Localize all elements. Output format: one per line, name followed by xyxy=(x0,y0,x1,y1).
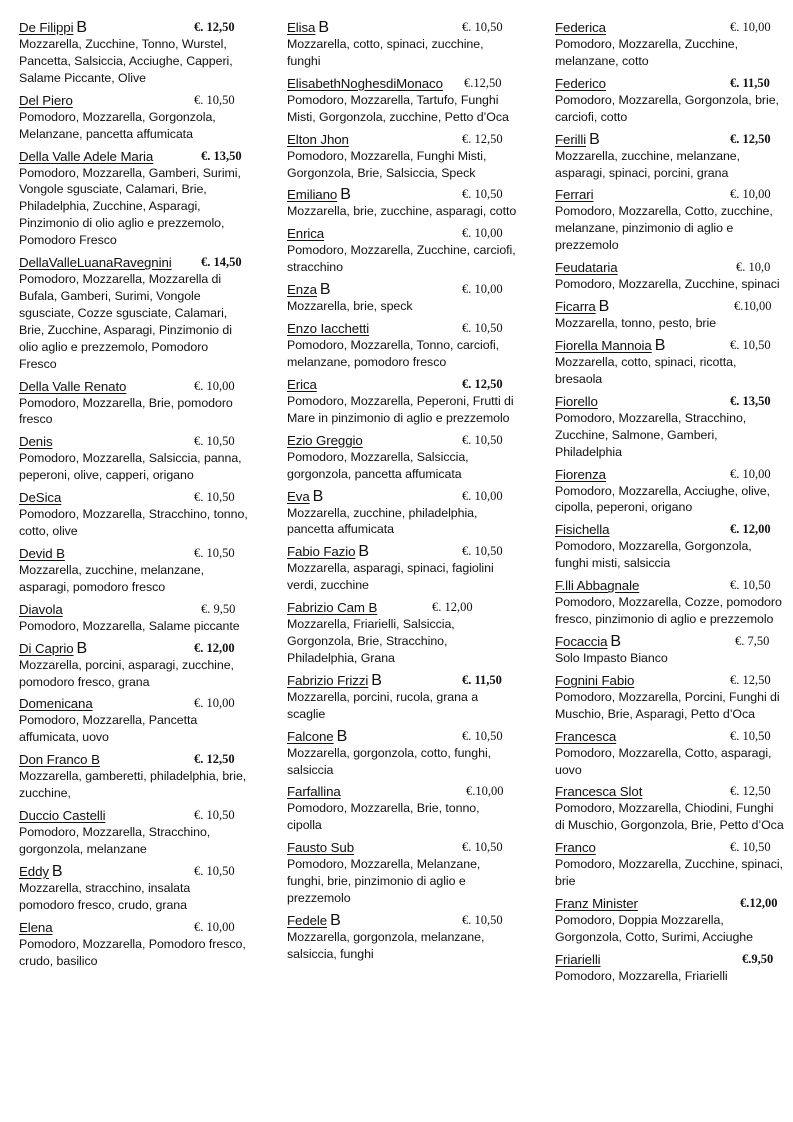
pizza-price: €. 10,50 xyxy=(462,913,503,927)
menu-item xyxy=(19,545,249,596)
pizza-name: Ficarra xyxy=(555,299,596,315)
pizza-price: €. 13,50 xyxy=(201,148,242,163)
menu-column-1 xyxy=(19,19,249,975)
pizza-ingredients: Pomodoro, Mozzarella, Acciughe, olive, cipolla, peperoni, origano xyxy=(555,483,771,515)
pizza-price: €. 10,00 xyxy=(730,20,771,34)
pizza-ingredients: Pomodoro, Mozzarella, Porcini, Funghi di Muschio, Brie, Asparagi, Petto d’Oca xyxy=(555,689,780,721)
menu-item xyxy=(555,577,785,628)
pizza-price: €. 12,50 xyxy=(462,131,503,146)
menu-item xyxy=(19,751,249,802)
pizza-name: Duccio Castelli xyxy=(19,808,106,824)
menu-item xyxy=(555,521,785,572)
menu-item-header xyxy=(287,432,517,449)
menu-item xyxy=(287,432,517,483)
pizza-name: Ferilli xyxy=(555,131,587,147)
pizza-name: Fabrizio Cam B xyxy=(287,600,378,616)
pizza-ingredients: Mozzarella, brie, zucchine, asparagi, cotto xyxy=(287,204,517,219)
menu-item xyxy=(19,489,249,540)
pizza-price: €. 10,00 xyxy=(462,226,503,241)
menu-item xyxy=(287,912,517,963)
pizza-price: €. 10,50 xyxy=(730,578,771,593)
pizza-ingredients: Pomodoro, Mozzarella, Stracchino, Zucchine, Salmone, Gamberi, Philadelphia xyxy=(555,410,747,459)
pizza-name: DeSica xyxy=(19,490,62,506)
pizza-price: €.9,50 xyxy=(742,951,774,966)
pizza-ingredients: Mozzarella, asparagi, spinaci, fagiolini verdi, zucchine xyxy=(287,561,494,593)
pizza-name: Eva xyxy=(287,488,310,504)
pizza-name: Focaccia xyxy=(555,633,608,649)
pizza-price: €. 10,50 xyxy=(194,808,235,823)
menu-item-header xyxy=(287,912,517,929)
pizza-name: Federico xyxy=(555,75,606,91)
pizza-ingredients: Mozzarella, gorgonzola, cotto, funghi, salsiccia xyxy=(287,745,492,777)
menu-item-header xyxy=(287,75,517,92)
pizza-tag: B xyxy=(371,671,382,689)
menu-item xyxy=(19,378,249,429)
pizza-name: Diavola xyxy=(19,601,63,617)
pizza-ingredients: Pomodoro, Mozzarella, Stracchino, tonno, cotto, olive xyxy=(19,507,248,539)
pizza-price: €. 11,50 xyxy=(462,672,502,687)
menu-item-header xyxy=(287,131,517,148)
pizza-ingredients: Mozzarella, zucchine, melanzane, asparagi, pomodoro fresco xyxy=(19,562,205,594)
pizza-name: Emiliano xyxy=(287,187,338,203)
pizza-price: €. 12,50 xyxy=(462,376,503,391)
pizza-name: F.lli Abbagnale xyxy=(555,578,640,594)
menu-item-header xyxy=(287,543,517,560)
menu-item xyxy=(19,919,249,970)
pizza-price: €. 12,50 xyxy=(194,20,235,34)
menu-item xyxy=(19,863,249,914)
menu-item-header xyxy=(19,433,249,450)
menu-item-header xyxy=(555,75,785,92)
menu-column-3 xyxy=(555,19,785,990)
pizza-ingredients: Mozzarella, cotto, spinaci, zucchine, funghi xyxy=(287,37,484,68)
pizza-price: €. 10,50 xyxy=(730,337,771,352)
pizza-name: Enzo Iacchetti xyxy=(287,321,370,337)
pizza-price: €. 10,00 xyxy=(194,919,235,934)
menu-item xyxy=(555,259,785,293)
pizza-name: Falcone xyxy=(287,728,334,744)
pizza-name: Ezio Greggio xyxy=(287,432,363,448)
pizza-ingredients: Pomodoro, Mozzarella, Zucchine, spinaci, brie xyxy=(555,857,784,889)
menu-item xyxy=(555,633,785,667)
pizza-price: €. 12,00 xyxy=(730,522,771,537)
menu-item-header xyxy=(287,320,517,337)
pizza-ingredients: Pomodoro, Mozzarella, Friarielli xyxy=(555,968,728,983)
pizza-name: Friarielli xyxy=(555,951,601,967)
pizza-tag: B xyxy=(51,862,63,880)
menu-item xyxy=(555,393,785,461)
menu-item-header xyxy=(287,376,517,393)
pizza-ingredients: Pomodoro, Mozzarella, Brie, pomodoro fresco xyxy=(19,395,233,427)
menu-item xyxy=(19,695,249,746)
pizza-ingredients: Mozzarella, gorgonzola, melanzane, salsiccia, funghi xyxy=(287,930,485,961)
menu-item xyxy=(555,728,785,779)
pizza-name: Fisichella xyxy=(555,522,610,538)
menu-item xyxy=(555,839,785,890)
pizza-ingredients: Mozzarella, gamberetti, philadelphia, brie, zucchine, xyxy=(19,769,247,801)
menu-item xyxy=(555,75,785,126)
menu-item-header xyxy=(555,521,785,538)
menu-item-header xyxy=(287,488,517,505)
pizza-ingredients: Pomodoro, Mozzarella, Salsiccia, gorgonzola, pancetta affumicata xyxy=(287,449,469,481)
pizza-name: Enrica xyxy=(287,226,325,242)
pizza-name: Domenicana xyxy=(19,696,93,712)
pizza-tag: B xyxy=(318,19,329,36)
pizza-ingredients: Mozzarella, tonno, pesto, brie xyxy=(555,316,717,331)
menu-item xyxy=(555,131,785,182)
pizza-price: €. 12,50 xyxy=(730,784,771,799)
pizza-ingredients: Pomodoro, Mozzarella, Salame piccante xyxy=(19,618,240,633)
menu-item xyxy=(19,19,249,87)
pizza-price: €. 10,50 xyxy=(462,187,503,202)
menu-item xyxy=(287,783,517,834)
pizza-price: €. 10,00 xyxy=(730,466,771,481)
menu-item-header xyxy=(555,895,785,912)
menu-item-header xyxy=(19,601,249,618)
pizza-ingredients: Pomodoro, Mozzarella, Salsiccia, panna, peperoni, olive, capperi, origano xyxy=(19,451,242,483)
pizza-name: Elena xyxy=(19,919,53,935)
pizza-ingredients: Pomodoro, Mozzarella, Gorgonzola, brie, carciofi, cotto xyxy=(555,92,779,124)
pizza-ingredients: Mozzarella, brie, speck xyxy=(287,299,413,314)
pizza-ingredients: Pomodoro, Mozzarella, Cozze, pomodoro fresco, pinzimonio di aglio e prezzemolo xyxy=(555,595,782,627)
pizza-name: Fiorenza xyxy=(555,466,606,482)
pizza-price: €. 13,50 xyxy=(730,393,771,408)
pizza-price: €. 10,50 xyxy=(462,20,503,34)
menu-item xyxy=(287,672,517,723)
menu-item-header xyxy=(555,783,785,800)
pizza-ingredients: Solo Impasto Bianco xyxy=(555,650,668,665)
pizza-name: Elisa xyxy=(287,20,316,35)
pizza-price: €. 10,50 xyxy=(462,321,503,336)
menu-item-header xyxy=(287,281,517,298)
menu-item xyxy=(287,320,517,371)
pizza-price: €. 10,50 xyxy=(194,863,235,878)
pizza-price: €. 12,50 xyxy=(194,752,235,767)
menu-item-header xyxy=(555,131,785,148)
pizza-tag: B xyxy=(589,130,600,148)
pizza-name: Del Piero xyxy=(19,92,73,108)
pizza-ingredients: Mozzarella, zucchine, melanzane, asparagi, spinaci, porcini, grana xyxy=(555,148,741,180)
menu-item xyxy=(19,92,249,143)
menu-item xyxy=(555,298,785,332)
menu-item-header xyxy=(19,919,249,936)
pizza-price: €. 10,00 xyxy=(194,378,235,393)
pizza-ingredients: Mozzarella, cotto, spinaci, ricotta, bresaola xyxy=(555,354,737,386)
pizza-price: €. 10,50 xyxy=(462,840,503,855)
menu-item xyxy=(555,186,785,254)
pizza-name: Francesca xyxy=(555,728,617,744)
menu-item-header xyxy=(555,728,785,745)
pizza-price: €. 12,50 xyxy=(730,672,771,687)
pizza-name: Franz Minister xyxy=(555,896,638,912)
menu-item xyxy=(19,433,249,484)
menu-item-header xyxy=(287,599,517,616)
pizza-ingredients: Pomodoro, Mozzarella, Cotto, asparagi, uovo xyxy=(555,745,772,777)
menu-item xyxy=(287,75,517,126)
menu-item xyxy=(19,640,249,691)
menu-item xyxy=(555,19,785,70)
pizza-name: Fognini Fabio xyxy=(555,672,635,688)
menu-item-header xyxy=(19,695,249,712)
pizza-name: Ferrari xyxy=(555,187,594,203)
pizza-price: €. 10,50 xyxy=(194,434,235,449)
menu-item-header xyxy=(555,577,785,594)
pizza-ingredients: Pomodoro, Doppia Mozzarella, Gorgonzola, Cotto, Surimi, Acciughe xyxy=(555,913,753,944)
menu-item xyxy=(287,281,517,315)
pizza-ingredients: Mozzarella, porcini, asparagi, zucchine, pomodoro fresco, grana xyxy=(19,657,234,689)
pizza-ingredients: Pomodoro, Mozzarella, Gorgonzola, Melanzane, pancetta affumicata xyxy=(19,109,216,141)
pizza-ingredients: Mozzarella, zucchine, philadelphia, pancetta affumicata xyxy=(287,505,478,537)
pizza-name: DellaValleLuanaRavegnini xyxy=(19,255,172,271)
pizza-tag: B xyxy=(598,298,610,316)
pizza-ingredients: Pomodoro, Mozzarella, Peperoni, Frutti di Mare in pinzimonio di aglio e prezzemolo xyxy=(287,393,514,425)
pizza-name: Enza xyxy=(287,282,317,298)
pizza-tag: B xyxy=(358,543,370,561)
pizza-price: €.12,00 xyxy=(740,896,778,911)
menu-item-header xyxy=(287,19,517,36)
menu-item xyxy=(555,337,785,388)
menu-item xyxy=(19,148,249,250)
menu-item xyxy=(287,225,517,276)
pizza-tag: B xyxy=(340,186,351,204)
pizza-name: Fabio Fazio xyxy=(287,544,356,560)
pizza-name: Fiorella Mannoia xyxy=(555,337,652,353)
pizza-price: €. 10,00 xyxy=(462,282,503,297)
pizza-price: €. 12,00 xyxy=(432,600,473,615)
menu-item xyxy=(287,186,517,220)
pizza-ingredients: Pomodoro, Mozzarella, Pomodoro fresco, crudo, basilico xyxy=(19,936,246,968)
pizza-name: Della Valle Adele Maria xyxy=(19,148,154,164)
pizza-price: €. 12,50 xyxy=(730,131,771,146)
menu-item-header xyxy=(19,751,249,768)
pizza-name: Feudataria xyxy=(555,260,618,276)
menu-item xyxy=(287,19,517,70)
menu-item-header xyxy=(555,633,785,650)
pizza-ingredients: Pomodoro, Mozzarella, Gamberi, Surimi, Vongole sgusciate, Calamari, Brie, Philadelphia, Zucchine, Asparagi, Pinzimonio di olio aglio e prezzemolo, Pomodoro Fresco xyxy=(19,165,241,248)
menu-item-header xyxy=(19,640,249,657)
pizza-tag: B xyxy=(76,19,88,36)
pizza-price: €.12,50 xyxy=(464,75,502,90)
pizza-price: €. 10,50 xyxy=(730,840,771,855)
menu-item-header xyxy=(287,839,517,856)
pizza-ingredients: Pomodoro, Mozzarella, Funghi Misti, Gorgonzola, Brie, Salsiccia, Speck xyxy=(287,148,487,180)
menu-item-header xyxy=(287,783,517,800)
menu-column-2 xyxy=(287,19,517,968)
menu-item-header xyxy=(287,728,517,745)
pizza-name: Denis xyxy=(19,434,53,450)
pizza-ingredients: Pomodoro, Mozzarella, Cotto, zucchine, melanzane, pinzimonio di aglio e prezzemolo xyxy=(555,204,773,253)
menu-item-header xyxy=(555,259,785,276)
pizza-ingredients: Pomodoro, Mozzarella, Tonno, carciofi, melanzane, pomodoro fresco xyxy=(287,338,500,369)
pizza-ingredients: Pomodoro, Mozzarella, Melanzane, funghi, brie, pinzimonio di aglio e prezzemolo xyxy=(287,857,481,906)
pizza-name: Della Valle Renato xyxy=(19,378,127,394)
menu-item xyxy=(287,543,517,594)
pizza-tag: B xyxy=(76,639,88,657)
pizza-name: Erica xyxy=(287,376,317,392)
pizza-tag: B xyxy=(312,487,324,505)
pizza-name: Fiorello xyxy=(555,393,598,409)
pizza-price: €. 10,00 xyxy=(194,696,235,711)
menu-item xyxy=(287,599,517,667)
pizza-tag: B xyxy=(336,727,348,745)
pizza-price: €. 10,50 xyxy=(194,92,235,107)
pizza-price: €.10,00 xyxy=(466,784,504,799)
pizza-price: €. 10,50 xyxy=(194,490,235,505)
menu-item-header xyxy=(19,863,249,880)
pizza-price: €. 11,50 xyxy=(730,75,770,90)
pizza-price: €. 7,50 xyxy=(735,633,770,648)
pizza-name: Fabrizio Frizzi xyxy=(287,672,369,688)
menu-item xyxy=(555,783,785,834)
menu-item xyxy=(19,254,249,372)
pizza-ingredients: Pomodoro, Mozzarella, Gorgonzola, funghi misti, salsiccia xyxy=(555,539,752,571)
menu-item-header xyxy=(19,92,249,109)
menu-item-header xyxy=(555,393,785,410)
menu-item xyxy=(555,895,785,946)
pizza-name: Farfallina xyxy=(287,784,341,800)
pizza-name: Fedele xyxy=(287,913,328,928)
pizza-name: Devid B xyxy=(19,545,65,561)
pizza-name: Don Franco B xyxy=(19,752,100,768)
menu-item xyxy=(555,672,785,723)
pizza-tag: B xyxy=(610,632,622,650)
pizza-ingredients: Mozzarella, porcini, rucola, grana a scaglie xyxy=(287,689,479,721)
menu-item-header xyxy=(555,298,785,315)
menu-item-header xyxy=(19,807,249,824)
pizza-tag: B xyxy=(654,336,666,354)
menu-item-header xyxy=(287,672,517,689)
menu-item xyxy=(19,601,249,635)
pizza-ingredients: Pomodoro, Mozzarella, Tartufo, Funghi Misti, Gorgonzola, zucchine, Petto d’Oca xyxy=(287,92,509,124)
pizza-ingredients: Pomodoro, Mozzarella, Mozzarella di Bufala, Gamberi, Surimi, Vongole sgusciate, Cozze sgusciate, Calamari, Brie, Zucchine, Asparagi, Pinzimonio di olio aglio e prezzemolo, Pomodoro Fresco xyxy=(19,272,232,371)
menu-item xyxy=(287,839,517,907)
menu-item xyxy=(287,728,517,779)
pizza-name: Franco xyxy=(555,840,596,856)
pizza-price: €. 10,0 xyxy=(736,260,771,275)
pizza-price: €. 10,00 xyxy=(462,488,503,503)
menu-item xyxy=(287,131,517,182)
pizza-price: €. 10,50 xyxy=(462,728,503,743)
pizza-tag: B xyxy=(330,912,341,929)
pizza-price: €. 10,00 xyxy=(730,187,771,202)
pizza-name: Eddy xyxy=(19,863,49,879)
pizza-ingredients: Mozzarella, Friarielli, Salsiccia, Gorgonzola, Brie, Stracchino, Philadelphia, Grana xyxy=(287,617,455,665)
pizza-price: €. 10,50 xyxy=(730,728,771,743)
pizza-name: ElisabethNoghesdiMonaco xyxy=(287,75,443,91)
pizza-price: €. 10,50 xyxy=(462,544,503,559)
pizza-name: Fausto Sub xyxy=(287,840,355,856)
menu-item-header xyxy=(287,225,517,242)
menu-item-header xyxy=(555,951,785,968)
pizza-ingredients: Pomodoro, Mozzarella, Chiodini, Funghi di Muschio, Gorgonzola, Brie, Petto d’Oca xyxy=(555,801,784,833)
menu-item-header xyxy=(555,19,785,36)
menu-item-header xyxy=(19,254,249,271)
pizza-ingredients: Pomodoro, Mozzarella, Brie, tonno, cipolla xyxy=(287,801,480,833)
menu-item-header xyxy=(555,839,785,856)
pizza-price: €. 14,50 xyxy=(201,255,242,270)
menu-item-header xyxy=(19,489,249,506)
menu-item xyxy=(287,488,517,539)
pizza-ingredients: Pomodoro, Mozzarella, Zucchine, spinaci xyxy=(555,277,780,292)
pizza-ingredients: Pomodoro, Mozzarella, Zucchine, carciofi, stracchino xyxy=(287,243,516,275)
menu-item-header xyxy=(555,186,785,203)
pizza-price: €. 10,50 xyxy=(194,545,235,560)
menu-item xyxy=(19,807,249,858)
pizza-ingredients: Mozzarella, Zucchine, Tonno, Wurstel, Pancetta, Salsiccia, Acciughe, Capperi, Salame Piccante, Olive xyxy=(19,37,233,85)
pizza-ingredients: Pomodoro, Mozzarella, Zucchine, melanzane, cotto xyxy=(555,37,739,68)
menu-item xyxy=(555,951,785,985)
pizza-price: €.10,00 xyxy=(734,299,772,314)
menu-item-header xyxy=(19,19,249,36)
pizza-price: €. 10,50 xyxy=(462,432,503,447)
pizza-price: €. 12,00 xyxy=(194,640,235,655)
menu-item-header xyxy=(555,337,785,354)
menu-item-header xyxy=(19,378,249,395)
pizza-name: Elton Jhon xyxy=(287,131,349,147)
pizza-tag: B xyxy=(319,281,331,299)
menu-item-header xyxy=(555,672,785,689)
pizza-price: €. 9,50 xyxy=(201,601,236,616)
menu-item-header xyxy=(287,186,517,203)
menu-item xyxy=(555,466,785,517)
pizza-ingredients: Mozzarella, stracchino, insalata pomodoro fresco, crudo, grana xyxy=(19,880,191,912)
pizza-ingredients: Pomodoro, Mozzarella, Stracchino, gorgonzola, melanzane xyxy=(19,825,211,856)
menu-item xyxy=(287,376,517,427)
menu-item-header xyxy=(555,466,785,483)
menu-item-header xyxy=(19,148,249,165)
pizza-name: De Filippi xyxy=(19,20,74,35)
pizza-name: Di Caprio xyxy=(19,640,74,656)
pizza-ingredients: Pomodoro, Mozzarella, Pancetta affumicata, uovo xyxy=(19,713,198,745)
pizza-name: Federica xyxy=(555,20,606,35)
menu-item-header xyxy=(19,545,249,562)
pizza-name: Francesca Slot xyxy=(555,784,643,800)
